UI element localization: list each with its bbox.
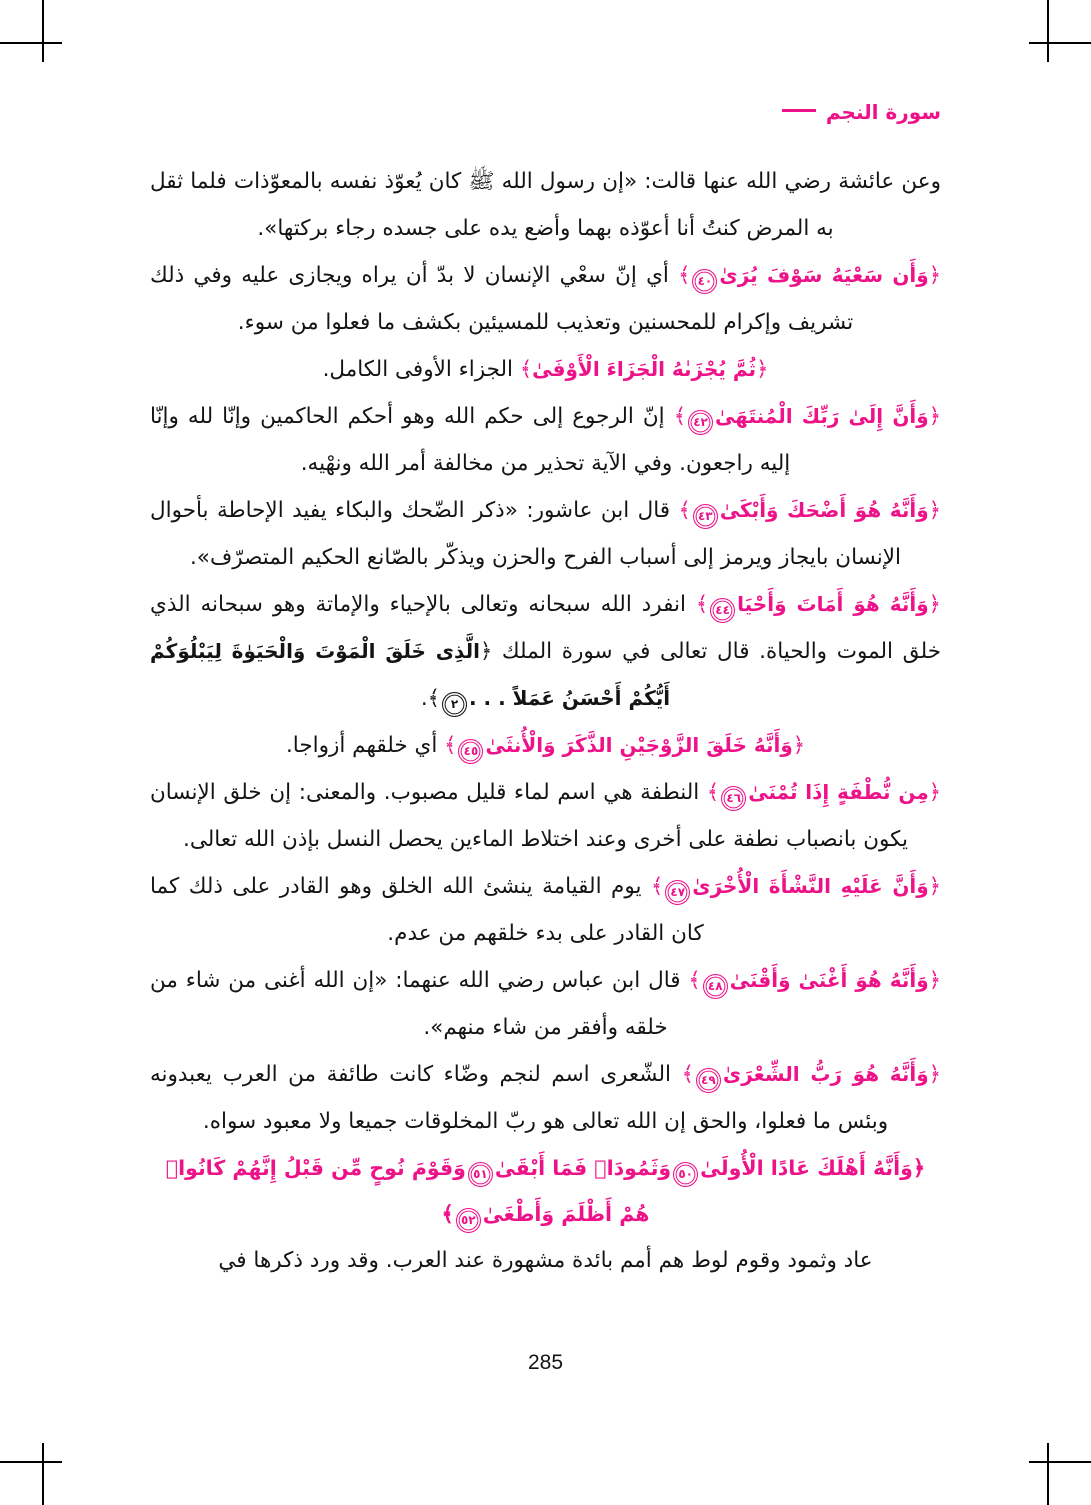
ayah-open-bracket: ﴿ (928, 780, 942, 804)
header-rule-icon (782, 109, 816, 112)
paragraph-hadith-aisha (150, 158, 941, 252)
ayah-close-bracket: ﴾ (678, 498, 691, 522)
paragraph-ayah-40 (150, 252, 941, 346)
ayah-close-bracket: ﴾ (706, 780, 720, 804)
ayah-text: وَأَنَّهُ هُوَ أَمَاتَ وَأَحْيَا (737, 592, 929, 616)
paragraph-text: يوم القيامة ينشئ الله الخلق وهو القادر على ذلك كما كان القادر على بدء خلقهم من عدم. (150, 874, 704, 946)
ayah-text: وَقَوْمَ نُوحٍ مِّن قَبْلُ إِنَّهُمْ كَانُوا۟ هُمْ أَظْلَمَ وَأَطْغَىٰ (165, 1156, 650, 1226)
ayah-text: وَأَنَّهُ هُوَ أَضْحَكَ وَأَبْكَىٰ (719, 498, 929, 522)
ayah-number-badge: ٤٩ (696, 1068, 721, 1093)
paragraph-text: وعن عائشة رضي الله عنها قالت: «إن رسول الله ﷺ كان يُعوّذ نفسه بالمعوّذات فلما ثقل به المرض كنتُ أنا أعوّذه بهما وأضع يده على جسده رجاء بركتها». (150, 169, 941, 241)
ayah-number-badge: ٥١ (468, 1162, 493, 1187)
ayah-number-badge: ٤٧ (665, 880, 690, 905)
ayah-open-bracket: ﴿ (928, 592, 941, 616)
ayah-text: وَأَن سَعْيَهُ سَوْفَ يُرَىٰ (719, 263, 929, 287)
ayah-open-bracket: ﴿ (928, 874, 941, 898)
ayah-line-50-52 (150, 1145, 941, 1237)
ayah-open-bracket: ﴿ (928, 1062, 941, 1086)
ayah-number-badge: ٤٠ (692, 269, 717, 294)
quoted-ayah-number-badge: ٢ (442, 692, 467, 717)
crop-mark-top-left-vertical (42, 0, 44, 62)
paragraph-ayah-49 (150, 1051, 941, 1145)
paragraph-ayah-42 (150, 393, 941, 487)
ayah-number-badge: ٤٣ (693, 504, 718, 529)
paragraph-text: النطفة هي اسم لماء قليل مصبوب. والمعنى: إن خلق الإنسان يكون بانصباب نطفة على أخرى وعند اختلاط الماءين يحصل النسل بإذن الله تعالى. (150, 780, 908, 852)
ayah-number-badge: ٤٥ (458, 739, 483, 764)
ayah-close-bracket: ﴾ (650, 874, 664, 898)
paragraph-ayah-43 (150, 487, 941, 581)
paragraph-text: إنّ الرجوع إلى حكم الله وهو أحكم الحاكمين وإنّا لله وإنّا إليه راجعون. وفي الآية تحذير من مخالفة أمر الله ونهْيه. (150, 404, 791, 476)
crop-mark-bottom-right-vertical (1047, 1443, 1049, 1505)
page-number: 285 (527, 1351, 564, 1374)
ayah-text: وَأَنَّهُ هُوَ رَبُّ الشِّعْرَىٰ (722, 1062, 929, 1086)
quoted-ayah-text: الَّذِى خَلَقَ الْمَوْتَ وَالْحَيَوٰةَ لِيَبْلُوَكُمْ أَيُّكُمْ أَحْسَنُ عَمَلاً . . . (150, 639, 671, 710)
crop-mark-top-right-horizontal (1029, 42, 1091, 44)
paragraph-text: الشّعرى اسم لنجم وضّاء كانت طائفة من العرب يعبدونه وبئس ما فعلوا، والحق إن الله تعالى هو ربّ المخلوقات جميعا ولا معبود سواه. (150, 1062, 889, 1134)
paragraph-text: أي إنّ سعْي الإنسان لا بدّ أن يراه ويجازى عليه وفي ذلك تشريف وإكرام للمحسنين وتعذيب للمسيئين بكشف ما فعلوا من سوء. (150, 263, 854, 335)
ayah-text: مِن نُّطْفَةٍ إِذَا تُمْنَىٰ (748, 780, 929, 804)
ayah-text: وَثَمُودَا۟ فَمَا أَبْقَىٰ (494, 1156, 672, 1180)
paragraph-text: قال ابن عاشور: «ذكر الضّحك والبكاء يفيد الإحاطة بأحوال الإنسان بايجاز ويرمز إلى أسباب الفرح والحزن ويذكّر بالصّانع الحكيم المتصرّف». (150, 498, 902, 570)
ayah-close-bracket: ﴾ (678, 263, 691, 287)
crop-mark-bottom-left-horizontal (0, 1461, 62, 1463)
crop-mark-bottom-left-vertical (42, 1443, 44, 1505)
ayah-text: وَأَنَّهُ هُوَ أَغْنَىٰ وَأَقْنَىٰ (729, 968, 929, 992)
paragraph-ayah-47 (150, 863, 941, 957)
crop-mark-bottom-right-horizontal (1029, 1461, 1091, 1463)
ayah-close-bracket: ﴾ (444, 733, 457, 757)
ayah-text: وَأَنَّهُ أَهْلَكَ عَادًا الْأُولَىٰ (700, 1156, 913, 1180)
ayah-number-badge: ٤٤ (710, 598, 735, 623)
ayah-text: وَأَنَّهُ خَلَقَ الزَّوْجَيْنِ الذَّكَرَ وَالْأُنثَىٰ (485, 733, 793, 757)
ayah-close-bracket: ﴾ (441, 1202, 454, 1226)
ayah-open-bracket: ﴿ (928, 263, 942, 287)
ayah-open-bracket: ﴿ (928, 498, 941, 522)
ayah-open-bracket: ﴿ (928, 968, 941, 992)
crop-mark-top-right-vertical (1047, 0, 1049, 62)
paragraph-text: الجزاء الأوفى الكامل. (322, 357, 514, 382)
ayah-close-bracket: ﴾ (688, 968, 701, 992)
paragraph-text: انفرد الله سبحانه وتعالى بالإحياء والإماتة وهو سبحانه الذي خلق الموت والحياة. قال تعالى في سورة الملك (150, 592, 941, 664)
ayah-number-badge: ٤٦ (721, 786, 746, 811)
ayah-text: وَأَنَّ عَلَيْهِ النَّشْأَةَ الْأُخْرَىٰ (692, 874, 929, 898)
ayah-open-bracket: ﴿ (756, 357, 769, 381)
ayah-close-bracket: ﴾ (681, 1062, 694, 1086)
paragraph-ayah-44: ﴿وَأَنَّهُ هُوَ أَمَاتَ وَأَحْيَا٤٤﴾ انفرد الله سبحانه وتعالى بالإحياء والإماتة وهو سبحانه الذي خلق الموت والحياة. قال تعالى في سورة الملك ﴿الَّذِى خَلَقَ الْمَوْتَ وَالْحَيَوٰةَ لِيَبْلُوَكُمْ أَيُّكُمْ أَحْسَنُ عَمَلاً . . .٢﴾. (150, 581, 941, 722)
paragraph-text: أي خلقهم أزواجا. (285, 733, 438, 758)
ayah-number-badge: ٤٨ (703, 974, 728, 999)
ayah-text: ثُمَّ يُجْزَىٰهُ الْجَزَاءَ الْأَوْفَىٰ (532, 357, 757, 381)
paragraph-ayah-45 (150, 722, 941, 769)
quoted-ayah-open-bracket: ﴿ (479, 639, 493, 663)
ayah-open-bracket: ﴿ (912, 1156, 926, 1180)
body-text-block (150, 158, 941, 1284)
quoted-ayah-close-bracket: ﴾ (427, 686, 440, 710)
running-header (782, 100, 941, 124)
paragraph-ayah-46 (150, 769, 941, 863)
paragraph-text: قال ابن عباس رضي الله عنهما: «إن الله أغنى من شاء من خلقه وأفقر من شاء منهم». (150, 968, 681, 1040)
ayah-number-badge: ٥٠ (673, 1162, 698, 1187)
running-header-surah-label: سورة النجم (825, 100, 941, 124)
ayah-open-bracket: ﴿ (928, 404, 941, 428)
ayah-close-bracket: ﴾ (695, 592, 709, 616)
paragraph-ayah-41 (150, 346, 941, 393)
ayah-number-badge: ٤٢ (688, 410, 713, 435)
paragraph-text: عاد وثمود وقوم لوط هم أمم بائدة مشهورة عند العرب. وقد ورد ذكرها في (218, 1248, 873, 1273)
paragraph-closing (150, 1237, 941, 1284)
crop-mark-top-left-horizontal (0, 42, 62, 44)
paragraph-ayah-48 (150, 957, 941, 1051)
ayah-text: وَأَنَّ إِلَىٰ رَبِّكَ الْمُنتَهَىٰ (715, 404, 929, 428)
ayah-close-bracket: ﴾ (519, 357, 533, 381)
ayah-open-bracket: ﴿ (792, 733, 806, 757)
ayah-number-badge: ٥٢ (456, 1208, 481, 1233)
ayah-close-bracket: ﴾ (673, 404, 687, 428)
